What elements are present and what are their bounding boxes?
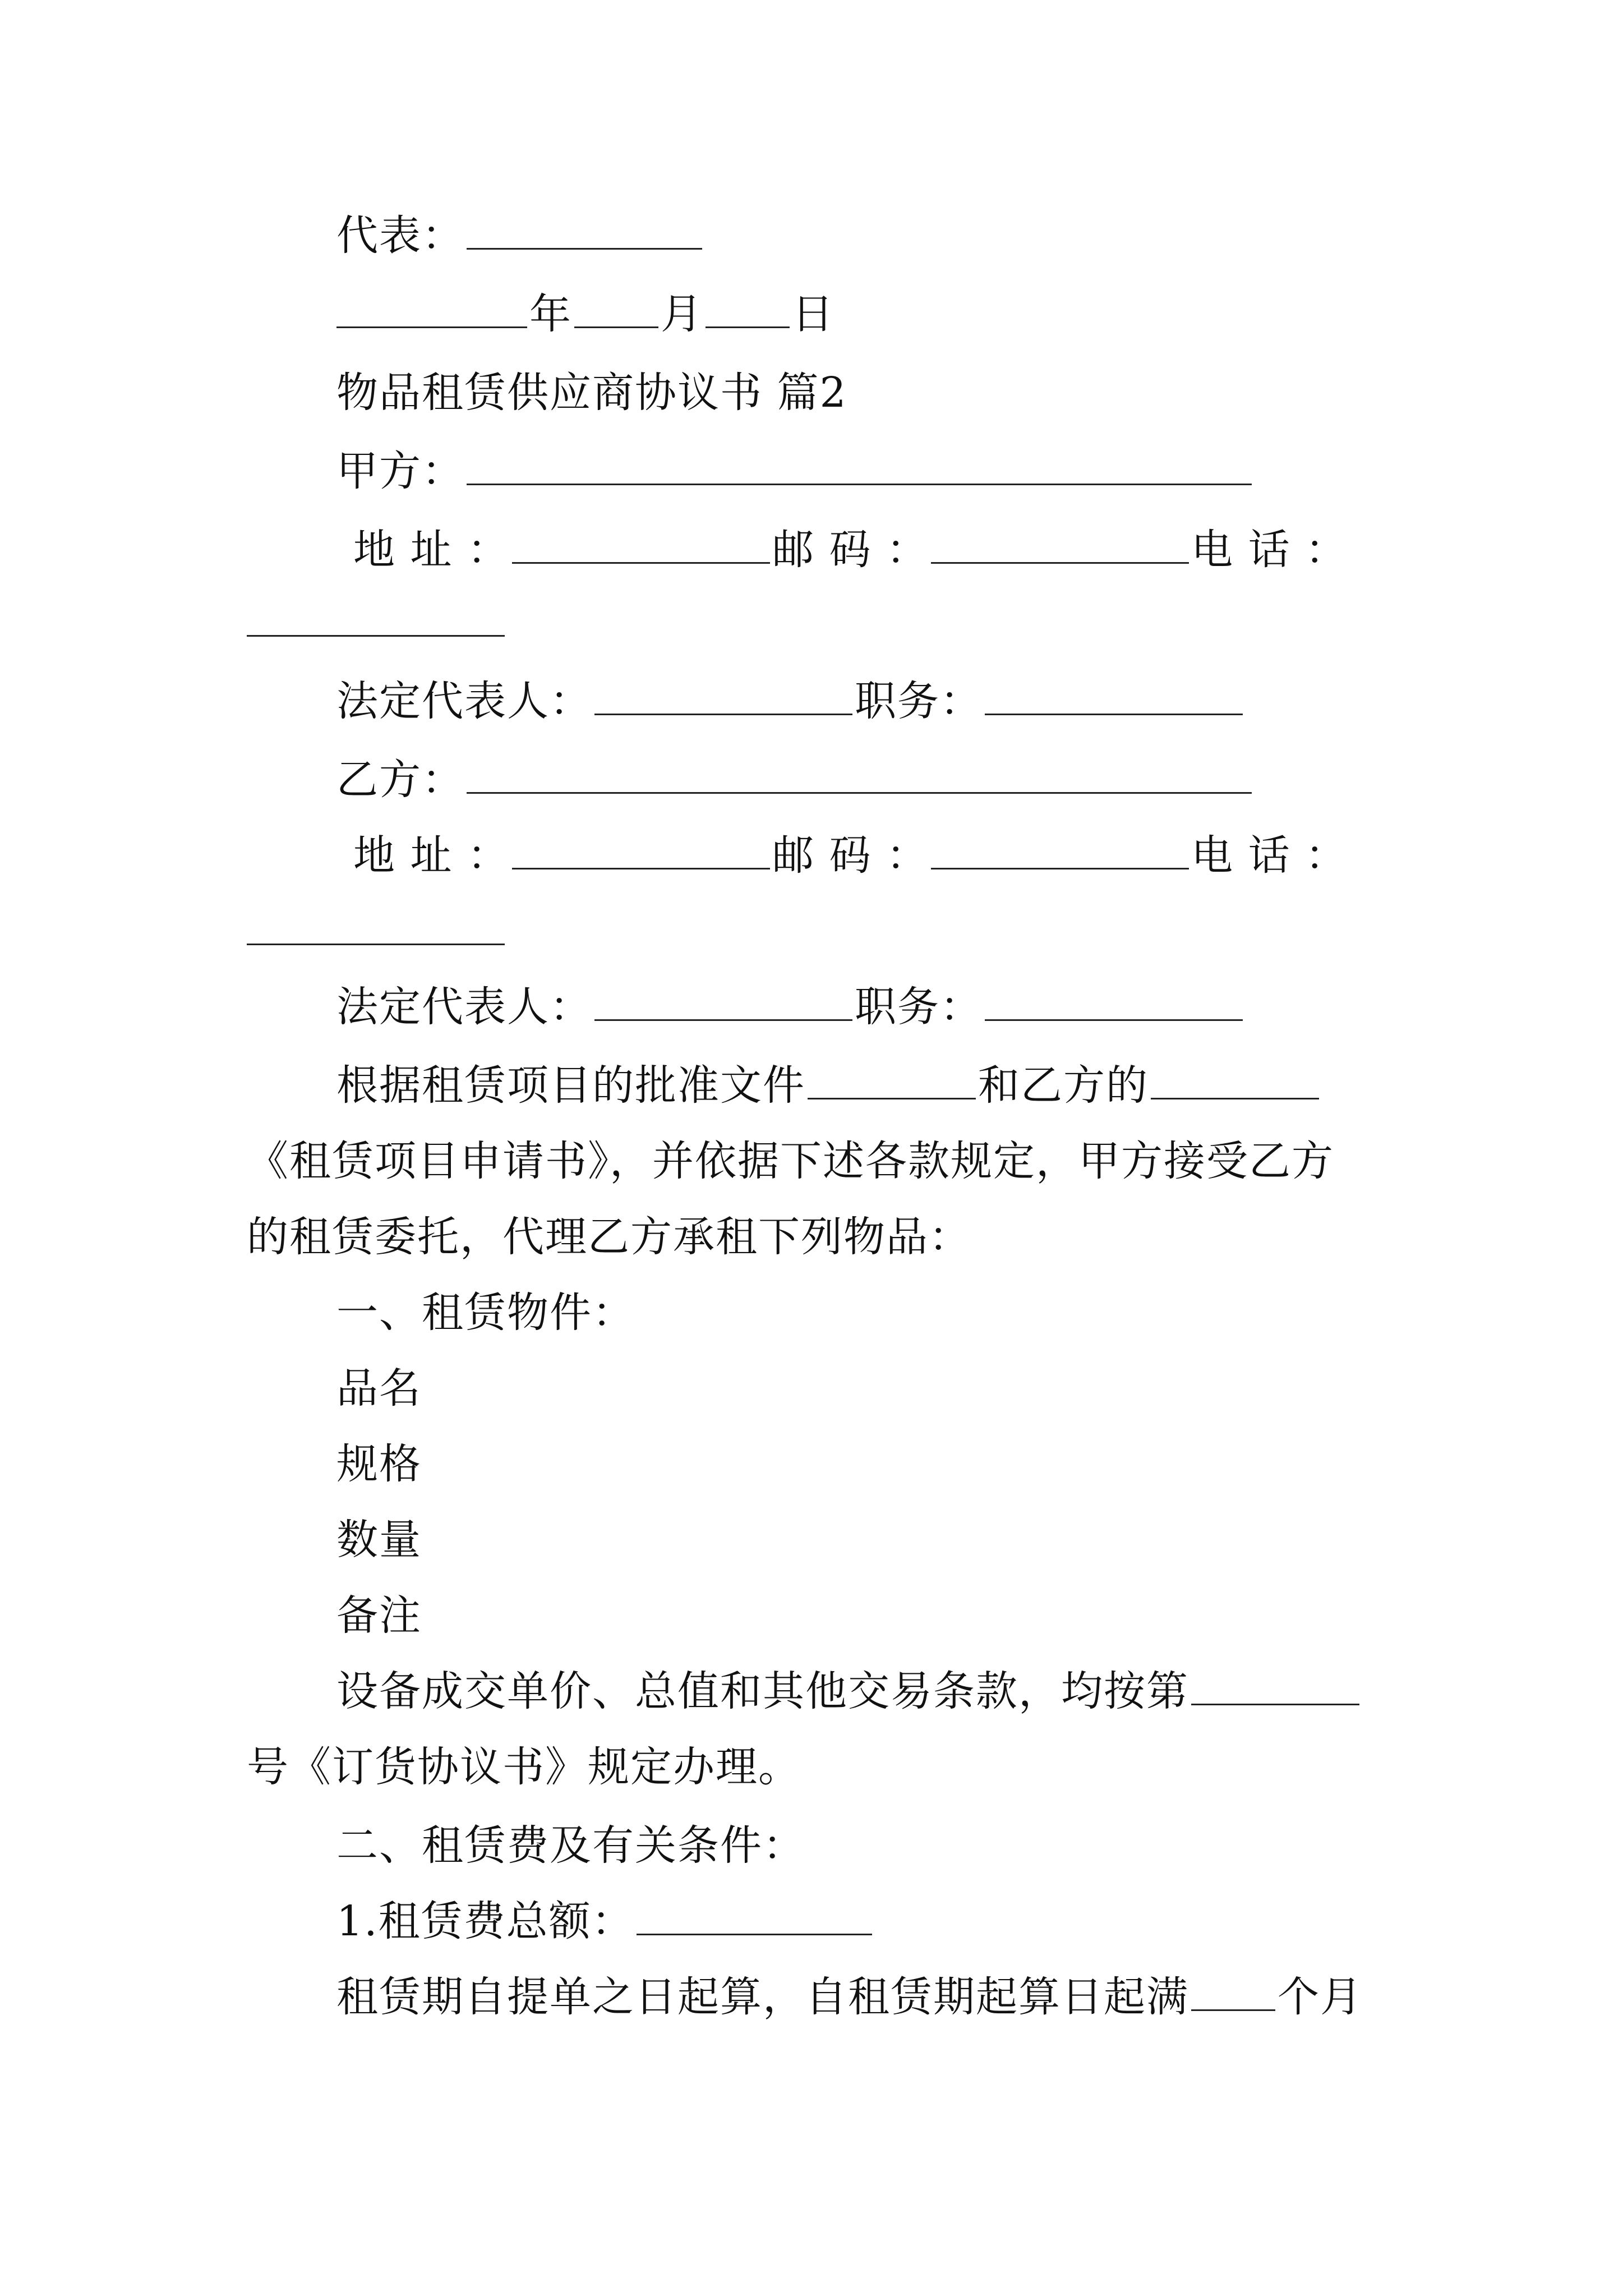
party-b-blank xyxy=(467,753,1252,794)
item-name-label: 品名 xyxy=(336,1364,422,1412)
phone-label: 电 话 ： xyxy=(1191,526,1348,574)
address-label: 地 址 ： xyxy=(353,831,510,880)
address-blank xyxy=(512,829,770,869)
address-label: 地 址 ： xyxy=(353,526,510,574)
party-a-label: 甲方： xyxy=(336,447,464,495)
party-b-line xyxy=(336,752,1254,808)
phone-label: 电 话 ： xyxy=(1191,831,1348,880)
party-b-label: 乙方： xyxy=(336,756,464,804)
legal-rep-blank xyxy=(594,674,852,715)
paragraph-1-line-2: 《租赁项目申请书》，并依据下述各款规定，甲方接受乙方 xyxy=(247,1137,1334,1185)
approval-doc-blank xyxy=(808,1059,976,1099)
item-note-label: 备注 xyxy=(336,1591,422,1640)
month-label: 月 xyxy=(661,290,703,338)
representative-line xyxy=(336,208,704,264)
party-b-phone-blank-line xyxy=(247,903,507,959)
application-blank xyxy=(1151,1059,1319,1099)
item-quantity-label: 数量 xyxy=(336,1516,422,1564)
para2-text: 设备成交单价、总值和其他交易条款，均按第 xyxy=(336,1667,1189,1715)
party-a-legal-rep-line xyxy=(336,673,1245,729)
paragraph-2-line-1 xyxy=(336,1663,1362,1719)
section-1-heading: 一、租赁物件： xyxy=(336,1289,635,1337)
address-blank xyxy=(512,523,770,564)
months-blank xyxy=(1191,1970,1275,2011)
document-title: 物品租赁供应商协议书 篇2 xyxy=(336,369,847,417)
representative-label: 代表： xyxy=(336,211,464,260)
representative-blank xyxy=(467,209,702,250)
postcode-blank xyxy=(931,523,1189,564)
position-label: 职务： xyxy=(855,677,983,725)
para1-text-a: 根据租赁项目的批准文件 xyxy=(336,1061,805,1110)
paragraph-3-line-1 xyxy=(336,1969,1363,2025)
paragraph-1-line-3: 的租赁委托，代理乙方承租下列物品： xyxy=(247,1213,971,1261)
paragraph-2-line-2: 号《订货协议书》规定办理。 xyxy=(247,1743,801,1791)
position-label: 职务： xyxy=(855,983,983,1031)
phone-blank xyxy=(247,596,505,637)
position-blank xyxy=(985,674,1243,715)
party-a-line xyxy=(336,443,1254,499)
para3-text-b: 个月 xyxy=(1278,1973,1363,2021)
party-a-address-line xyxy=(353,522,1348,578)
year-blank xyxy=(336,287,527,328)
fee-total-label: 1.租赁费总额： xyxy=(336,1897,634,1945)
party-a-blank xyxy=(467,444,1252,485)
fee-total-line xyxy=(336,1893,874,1949)
legal-rep-blank xyxy=(594,980,852,1021)
postcode-label: 邮 码 ： xyxy=(772,526,929,574)
party-b-address-line xyxy=(353,827,1348,884)
paragraph-1-line-1 xyxy=(336,1057,1321,1114)
legal-rep-label: 法定代表人： xyxy=(336,677,592,725)
fee-total-blank xyxy=(637,1894,872,1935)
day-blank xyxy=(706,287,790,328)
party-a-phone-blank-line xyxy=(247,595,507,651)
party-b-legal-rep-line xyxy=(336,979,1245,1035)
para1-text-b: 和乙方的 xyxy=(978,1061,1149,1110)
date-line xyxy=(336,286,834,342)
legal-rep-label: 法定代表人： xyxy=(336,983,592,1031)
phone-blank xyxy=(247,904,505,945)
postcode-label: 邮 码 ： xyxy=(772,831,929,880)
section-2-heading: 二、租赁费及有关条件： xyxy=(336,1821,805,1870)
para3-text-a: 租赁期自提单之日起算，自租赁期起算日起满 xyxy=(336,1973,1189,2021)
year-label: 年 xyxy=(529,290,572,338)
month-blank xyxy=(574,287,658,328)
day-label: 日 xyxy=(792,290,834,338)
order-number-blank xyxy=(1191,1664,1359,1705)
postcode-blank xyxy=(931,829,1189,869)
position-blank xyxy=(985,980,1243,1021)
item-spec-label: 规格 xyxy=(336,1440,422,1488)
